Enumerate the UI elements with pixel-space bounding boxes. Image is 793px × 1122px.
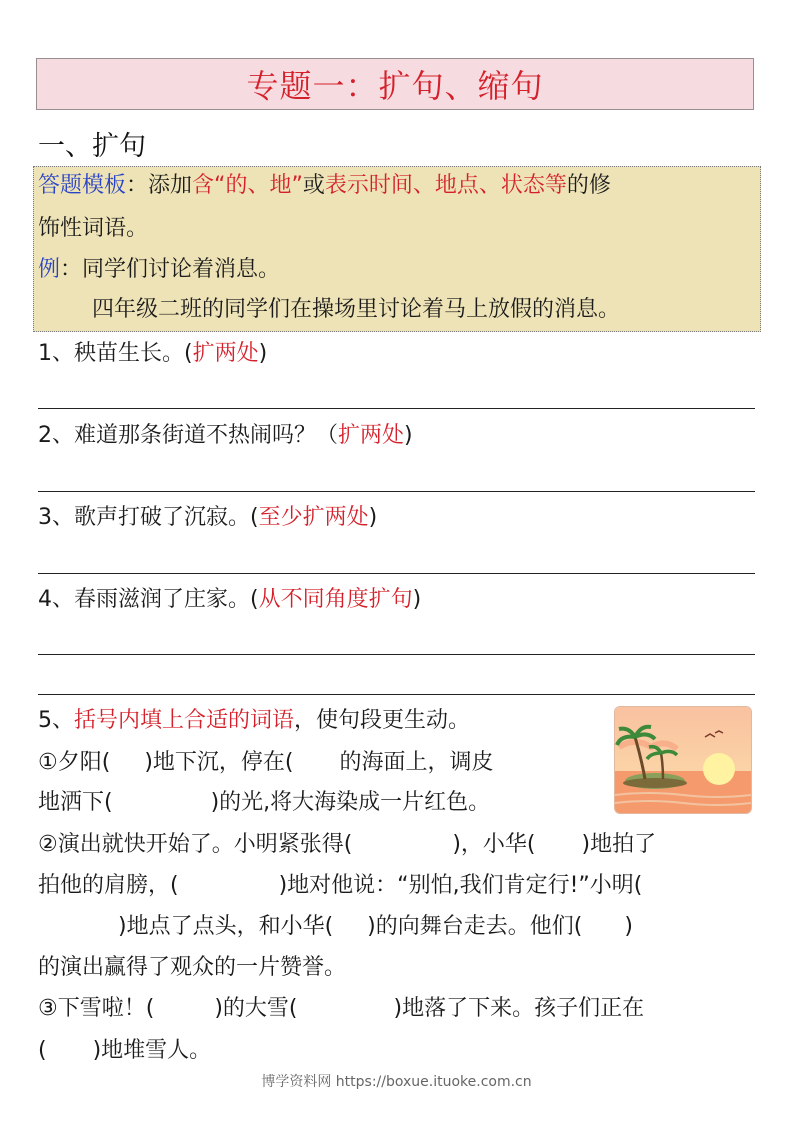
template-line-2: 饰性词语。 [38, 216, 149, 241]
exercise-4: 4、春雨滋润了庄家。(从不同角度扩句) [38, 587, 422, 612]
q5-heading: 5、括号内填上合适的词语，使句段更生动。 [38, 708, 471, 733]
template-label: 答题模板 [38, 173, 127, 198]
footer-url: 博学资料网 https://boxue.ituoke.com.cn [261, 1074, 532, 1090]
example-label: 例 [38, 257, 61, 282]
q5-p2-line4: 的演出赢得了观众的一片赞誉。 [38, 955, 347, 980]
island-sunset-illustration [614, 706, 752, 814]
answer-line[interactable] [38, 408, 755, 409]
example-expanded: 四年级二班的同学们在操场里讨论着马上放假的消息。 [92, 297, 621, 322]
section-heading-expand: 一、扩句 [38, 131, 146, 162]
page-title: 专题一：扩句、缩句 [246, 67, 544, 105]
q5-p3-line2: ( )地堆雪人。 [38, 1038, 212, 1063]
answer-line[interactable] [38, 491, 755, 492]
answer-line[interactable] [38, 694, 755, 695]
exercise-2: 2、难道那条街道不热闹吗？（扩两处) [38, 423, 413, 448]
q5-p2-line3: )地点了点头，和小华( )的向舞台走去。他们( ) [118, 914, 633, 939]
q5-p3-line1: ③下雪啦！( )的大雪( )地落了下来。孩子们正在 [38, 996, 645, 1021]
answer-line[interactable] [38, 654, 755, 655]
exercise-1: 1、秧苗生长。(扩两处) [38, 341, 268, 366]
q5-p1-line2: 地洒下( )的光,将大海染成一片红色。 [38, 790, 491, 815]
template-line-1: 答题模板：添加含“的、地”或表示时间、地点、状态等的修 [38, 173, 611, 198]
q5-p2-line1: ②演出就快开始了。小明紧张得( )，小华( )地拍了 [38, 832, 657, 857]
title-box [36, 58, 754, 110]
exercise-3: 3、歌声打破了沉寂。(至少扩两处) [38, 505, 378, 530]
q5-p1-line1: ①夕阳( )地下沉，停在( 的海面上，调皮 [38, 750, 494, 775]
example-line: 例：同学们讨论着消息。 [38, 257, 281, 282]
q5-p2-line2: 拍他的肩膀，( )地对他说：“别怕,我们肯定行!”小明( [38, 873, 643, 898]
answer-line[interactable] [38, 573, 755, 574]
